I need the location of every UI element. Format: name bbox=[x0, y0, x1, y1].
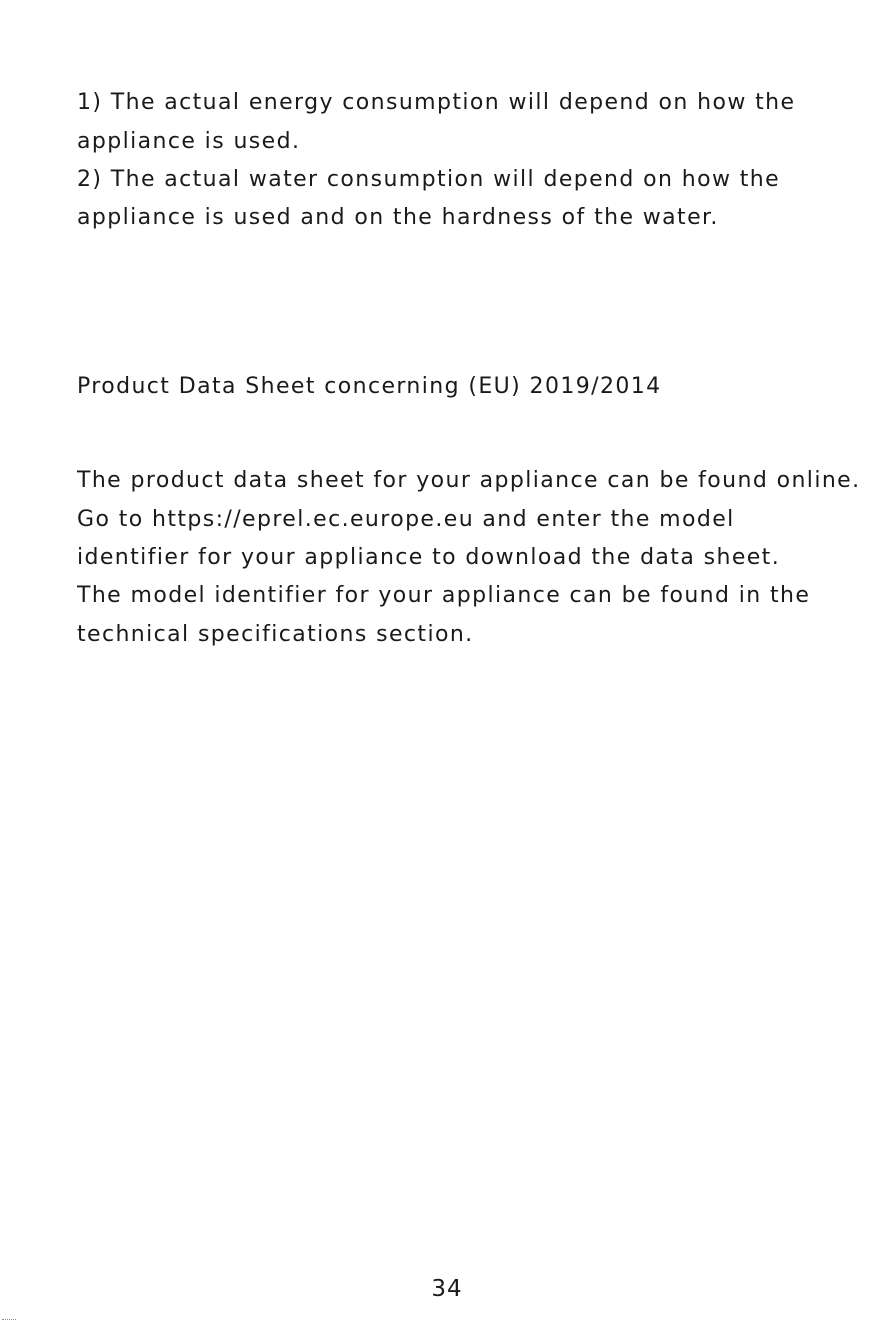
footnote-1-line-1: 1) The actual energy consumption will depend on how the bbox=[77, 90, 796, 115]
section-heading: Product Data Sheet concerning (EU) 2019/2014 bbox=[77, 374, 662, 399]
page-number: 34 bbox=[431, 1276, 463, 1302]
body-line-2: Go to https://eprel.ec.europe.eu and enter the model bbox=[77, 507, 735, 532]
footnote-1-line-2: appliance is used. bbox=[77, 129, 301, 154]
body-line-3: identifier for your appliance to download the data sheet. bbox=[77, 545, 781, 570]
footnote-2-line-1: 2) The actual water consumption will depend on how the bbox=[77, 167, 781, 192]
footnote-2-line-2: appliance is used and on the hardness of the water. bbox=[77, 205, 719, 230]
body-line-5: technical specifications section. bbox=[77, 622, 474, 647]
body-line-1: The product data sheet for your appliance can be found online. bbox=[77, 468, 861, 493]
crop-mark bbox=[2, 1319, 16, 1321]
body-line-4: The model identifier for your appliance can be found in the bbox=[77, 583, 811, 608]
